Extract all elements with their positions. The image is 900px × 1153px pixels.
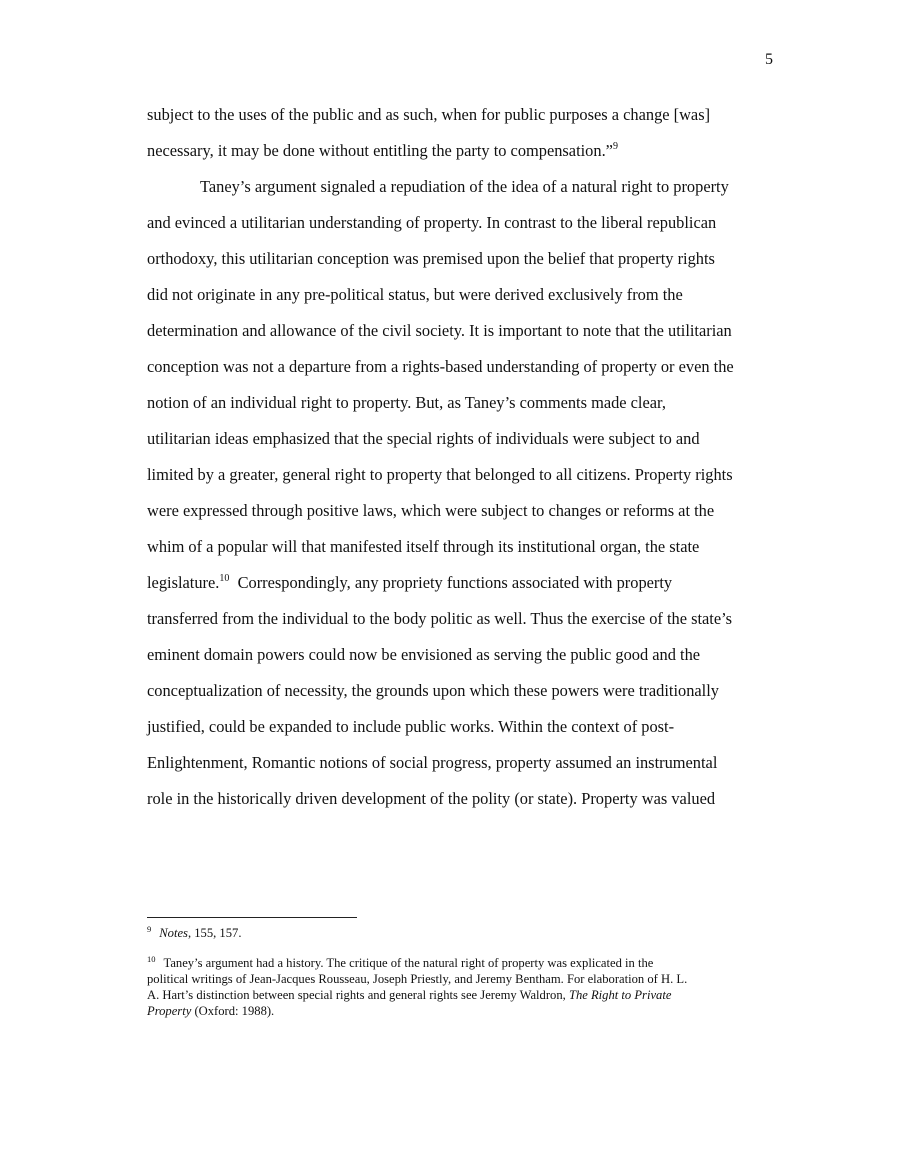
body-line — [147, 745, 787, 781]
line-text: and evinced a utilitarian understanding of property. In contrast to the liberal republican — [147, 213, 717, 232]
book-title: The Right to Private — [568, 988, 672, 1002]
line-text: legislature. — [147, 573, 220, 592]
book-title: Property — [147, 1004, 192, 1018]
line-text: did not originate in any pre-political status, but were derived exclusively from the — [147, 285, 683, 304]
footnote-text: Notes — [159, 926, 188, 940]
footnote-line — [147, 955, 787, 971]
body-line — [147, 349, 787, 385]
body-line — [147, 781, 787, 817]
line-text: were expressed through positive laws, which were subject to changes or reforms at the — [147, 501, 715, 520]
line-text: Taney’s argument signaled a repudiation of the idea of a natural right to property — [200, 177, 729, 196]
body-line — [147, 565, 787, 601]
line-text: utilitarian ideas emphasized that the special rights of individuals were subject to and — [147, 429, 700, 448]
footnote-line — [147, 987, 787, 1003]
line-text: role in the historically driven development of the polity (or state). Property was valued — [147, 789, 716, 808]
footnote-10 — [147, 955, 787, 1019]
line-text: conception was not a departure from a rights-based understanding of property or even the — [147, 357, 734, 376]
footnote-text: (Oxford: 1988). — [191, 1004, 275, 1018]
body-line — [147, 529, 787, 565]
body-line — [147, 133, 787, 169]
body-line — [147, 673, 787, 709]
line-text: Enlightenment, Romantic notions of social progress, property assumed an instrumental — [147, 753, 718, 772]
footnote-text: , 155, 157. — [187, 926, 242, 940]
line-text: subject to the uses of the public and as such, when for public purposes a change [was] — [147, 105, 711, 124]
body-line — [147, 205, 787, 241]
footnote-mark: 10 — [147, 954, 156, 964]
footnote-text: political writings of Jean-Jacques Rousseau, Joseph Priestly, and Jeremy Bentham. For elaboration of H. L. — [147, 972, 688, 986]
footnote-9 — [147, 925, 787, 941]
body-line — [147, 457, 787, 493]
body-text — [147, 97, 787, 817]
body-line — [147, 241, 787, 277]
paragraph-start-line — [147, 169, 787, 205]
line-text: justified, could be expanded to include public works. Within the context of post- — [147, 717, 675, 736]
body-line — [147, 601, 787, 637]
line-text: limited by a greater, general right to property that belonged to all citizens. Property rights — [147, 465, 733, 484]
body-line — [147, 709, 787, 745]
body-line — [147, 97, 787, 133]
body-line — [147, 637, 787, 673]
body-line — [147, 385, 787, 421]
line-text: orthodoxy, this utilitarian conception was premised upon the belief that property rights — [147, 249, 715, 268]
line-text: transferred from the individual to the body politic as well. Thus the exercise of the state’s — [147, 609, 733, 628]
body-line — [147, 313, 787, 349]
footnote-line — [147, 925, 787, 941]
footnote-separator — [147, 917, 357, 918]
body-line — [147, 277, 787, 313]
page-number: 5 — [765, 51, 773, 68]
footnote-ref-9[interactable]: 9 — [612, 141, 618, 152]
footnote-text: A. Hart’s distinction between special rights and general rights see Jeremy Waldron, — [147, 988, 569, 1002]
line-text: conceptualization of necessity, the grounds upon which these powers were traditionally — [147, 681, 719, 700]
line-text: notion of an individual right to property. But, as Taney’s comments made clear, — [147, 393, 666, 412]
footnote-mark: 9 — [147, 924, 152, 934]
line-text: determination and allowance of the civil society. It is important to note that the utilitarian — [147, 321, 732, 340]
footnote-ref-10[interactable]: 10 — [219, 573, 230, 584]
line-text: eminent domain powers could now be envisioned as serving the public good and the — [147, 645, 701, 664]
footnotes — [147, 925, 787, 1033]
body-line — [147, 421, 787, 457]
line-text: Correspondingly, any propriety functions associated with property — [229, 573, 673, 592]
body-line — [147, 493, 787, 529]
footnote-line — [147, 971, 787, 987]
line-text: whim of a popular will that manifested itself through its institutional organ, the state — [147, 537, 700, 556]
footnote-line — [147, 1003, 787, 1019]
line-text: necessary, it may be done without entitling the party to compensation.” — [147, 141, 613, 160]
footnote-text: Taney’s argument had a history. The critique of the natural right of property was explicated in the — [163, 956, 654, 970]
